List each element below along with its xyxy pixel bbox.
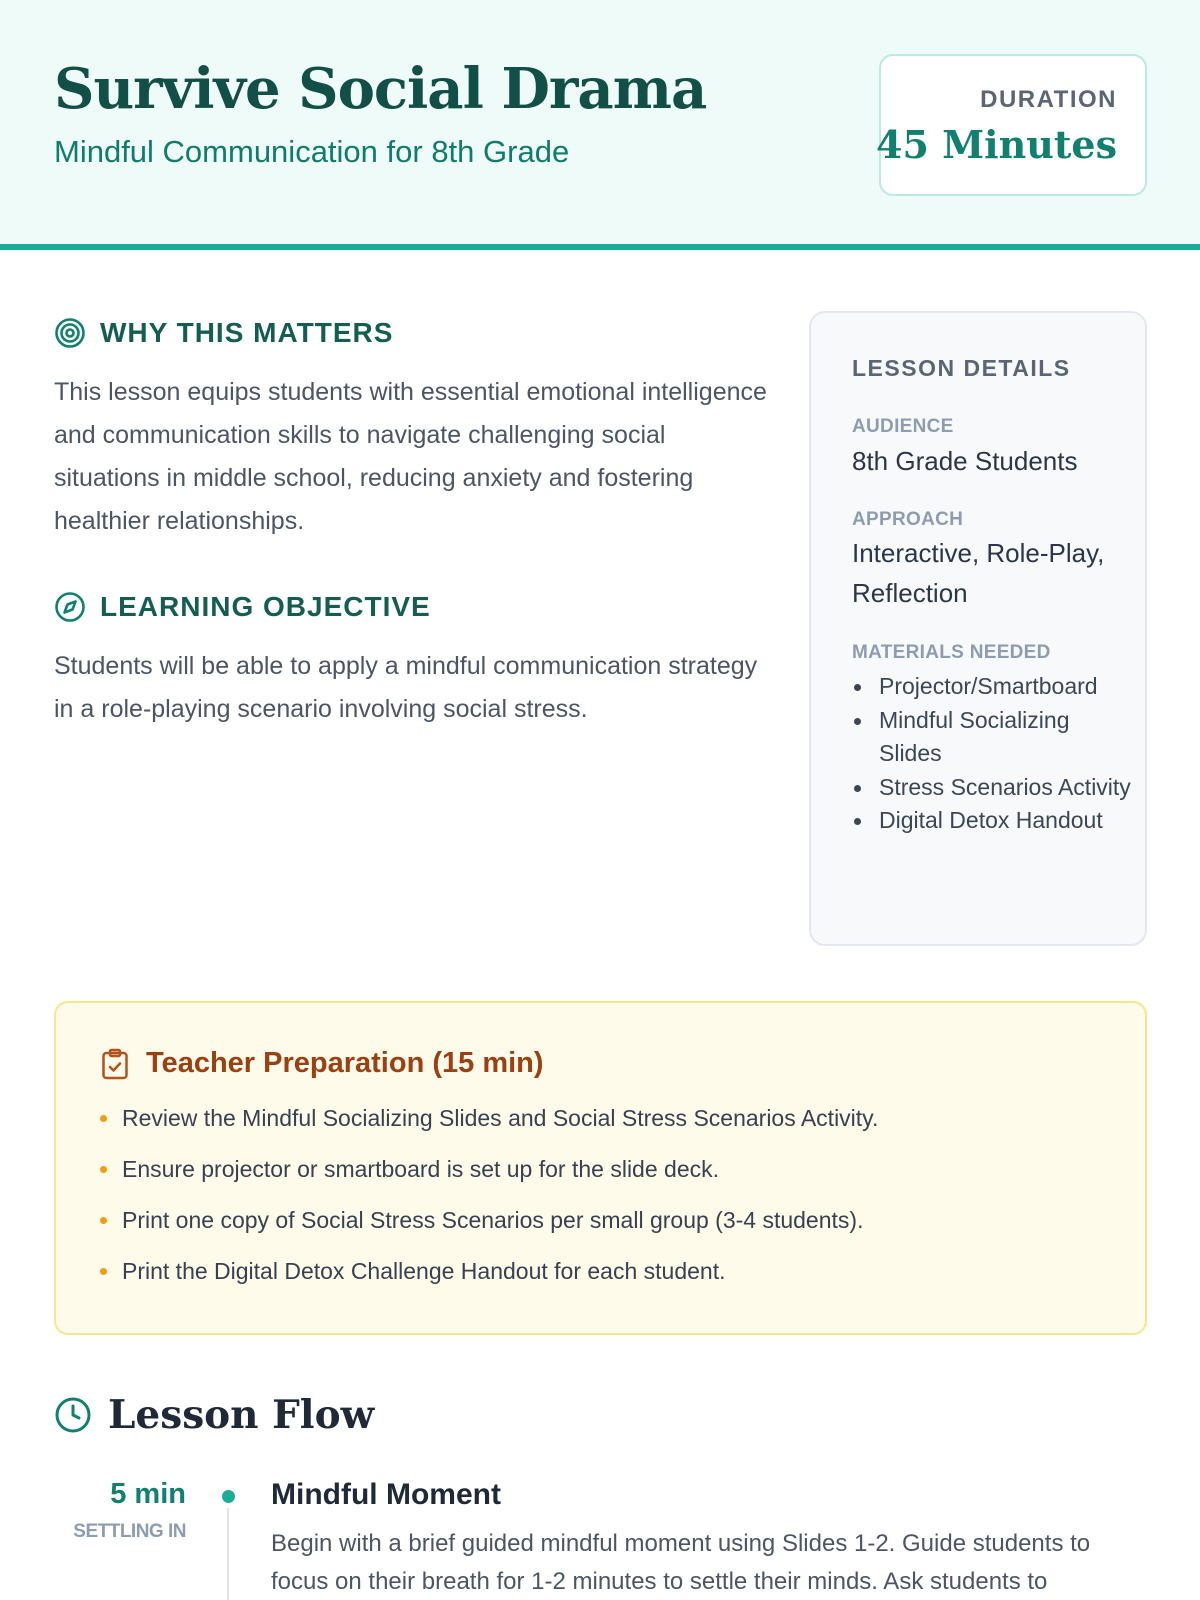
list-item: Print one copy of Social Stress Scenarios per small group (3-4 students). <box>100 1205 878 1256</box>
list-item: Stress Scenarios Activity <box>852 771 1132 805</box>
timeline-dot <box>222 1490 235 1503</box>
audience-label: AUDIENCE <box>852 416 954 437</box>
teacher-prep-list <box>100 1103 878 1307</box>
duration-value: 45 Minutes <box>876 122 1117 167</box>
duration-label: DURATION <box>980 86 1117 113</box>
compass-icon <box>54 591 86 623</box>
lesson-flow-title: Lesson Flow <box>108 1392 375 1438</box>
step-description: Begin with a brief guided mindful moment using Slides 1-2. Guide students to focus on their breath for 1-2 minutes to settle their minds. Ask students to <box>271 1530 1091 1595</box>
timeline-line <box>227 1508 229 1600</box>
lesson-flow-heading <box>54 1392 374 1438</box>
audience-value: 8th Grade Students <box>852 446 1078 476</box>
page-title: Survive Social Drama <box>54 56 707 122</box>
teacher-prep-box <box>54 1001 1147 1335</box>
why-heading <box>54 317 393 349</box>
clock-icon <box>54 1396 92 1434</box>
approach-label: APPROACH <box>852 509 964 530</box>
teacher-prep-title: Teacher Preparation (15 min) <box>146 1047 544 1079</box>
list-item: Mindful Socializing Slides <box>852 704 1132 771</box>
objective-text: Students will be able to apply a mindful communication strategy in a role-playing scenario involving social stress. <box>54 652 758 723</box>
step-time: 5 min <box>110 1478 186 1510</box>
duration-card <box>876 54 1147 196</box>
teacher-prep-heading <box>100 1047 544 1080</box>
lesson-details-card <box>809 311 1147 946</box>
list-item: Review the Mindful Socializing Slides and Social Stress Scenarios Activity. <box>100 1103 878 1154</box>
clipboard-check-icon <box>100 1048 130 1080</box>
objective-heading-text: LEARNING OBJECTIVE <box>100 591 431 622</box>
step-phase: SETTLING IN <box>73 1521 186 1542</box>
target-icon <box>54 317 86 349</box>
why-heading-text: WHY THIS MATTERS <box>100 317 394 348</box>
materials-list <box>852 670 1132 838</box>
list-item: Projector/Smartboard <box>852 670 1132 704</box>
list-item: Ensure projector or smartboard is set up for the slide deck. <box>100 1154 878 1205</box>
approach-value: Interactive, Role-Play, Reflection <box>852 538 1105 608</box>
materials-label: MATERIALS NEEDED <box>852 642 1051 663</box>
list-item: Print the Digital Detox Challenge Handout for each student. <box>100 1256 878 1307</box>
step-title: Mindful Moment <box>271 1478 501 1511</box>
lesson-details-title: LESSON DETAILS <box>852 355 1071 381</box>
page-subtitle: Mindful Communication for 8th Grade <box>54 134 570 169</box>
page-header <box>0 0 1200 250</box>
why-text: This lesson equips students with essential emotional intelligence and communication skills to navigate challenging social situations in middle school, reducing anxiety and fostering healthier relationships. <box>54 378 767 535</box>
objective-heading <box>54 591 431 623</box>
list-item: Digital Detox Handout <box>852 804 1132 838</box>
